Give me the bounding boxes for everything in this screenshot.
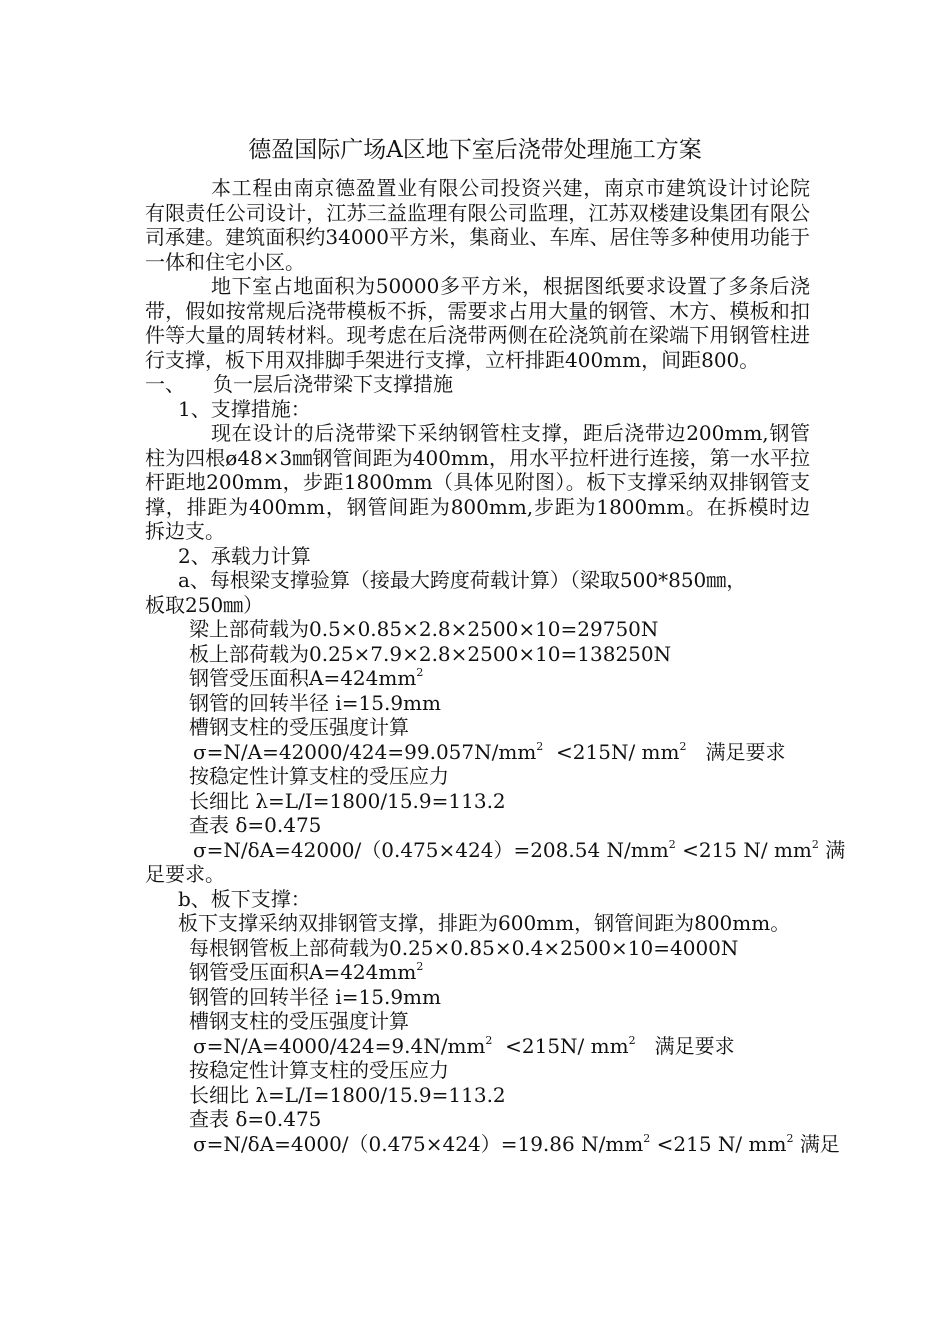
b-pipe-area-text: 钢管受压面积A=424mm (189, 960, 417, 984)
pipe-area-line (145, 666, 810, 691)
slab-load-line: 板上部荷载为0.25×7.9×2.8×2500×10=138250N (189, 641, 672, 666)
slenderness-line: 长细比 λ=L/I=1800/15.9=113.2 (189, 788, 506, 813)
b-stress-result: 满足要求 (654, 1033, 735, 1058)
b-slenderness-line: 长细比 λ=L/I=1800/15.9=113.2 (189, 1082, 506, 1107)
subsection-2-heading: 2、承载力计算 (178, 543, 311, 568)
stability-check-line (145, 837, 846, 863)
superscript: 2 (679, 739, 687, 753)
b-gyration-radius-line: 钢管的回转半径 i=15.9mm (189, 984, 441, 1009)
strength-calc-line: 槽钢支柱的受压强度计算 (189, 715, 409, 739)
b-stress-check-line (145, 1034, 810, 1059)
table-lookup-line: 查表 δ=0.475 (189, 813, 322, 837)
pipe-area-text: 钢管受压面积A=424mm (189, 666, 417, 690)
stress-limit: <215N/ mm (556, 739, 680, 764)
part-a-heading-line-2: 板取250㎜） (145, 592, 264, 617)
superscript: 2 (811, 837, 819, 851)
superscript: 2 (416, 960, 424, 974)
b-stability-formula: σ=N/δA=4000/（0.475×424）=19.86 N/mm (193, 1131, 644, 1156)
document-title: 德盈国际广场A区地下室后浇带处理施工方案 (248, 137, 702, 163)
section-1-heading (145, 372, 810, 397)
intro-paragraph-2: 地下室占地面积为50000多平方米，根据图纸要求设置了多条后浇带，假如按常规后浇带模板不拆，需要求占用大量的钢管、木方、模板和扣件等大量的周转材料。现考虑在后浇带两侧在砼浇筑前在梁端下用钢管柱进行支撑，板下用双排脚手架进行支撑，立杆排距400mm，间距800。 (145, 274, 810, 372)
superscript: 2 (416, 666, 424, 680)
stability-calc-line: 按稳定性计算支柱的受压应力 (189, 764, 449, 788)
document-body (145, 176, 846, 1156)
superscript: 2 (668, 837, 676, 851)
section-1-number: 一、 (145, 372, 185, 396)
b-slab-load-line: 每根钢管板上部荷载为0.25×0.85×0.4×2500×10=4000N (189, 935, 739, 960)
stress-formula: σ=N/A=42000/424=99.057N/mm (193, 739, 537, 764)
beam-load-line: 梁上部荷载为0.5×0.85×2.8×2500×10=29750N (189, 617, 659, 641)
gyration-radius-line: 钢管的回转半径 i=15.9mm (189, 690, 441, 715)
part-b-text: 板下支撑采纳双排钢管支撑，排距为600mm，钢管间距为800mm。 (178, 911, 791, 935)
subsection-1-text: 现在设计的后浇带梁下采纳钢管柱支撑，距后浇带边200mm,钢管柱为四根ø48×3㎜钢管间距为400mm，用水平拉杆进行连接，第一水平拉杆距地200mm，步距1800mm（具体见附图）。板下支撑采纳双排钢管支撑，排距为400mm，钢管间距为800mm,步距为1800mm。在拆模时边拆边支。 (145, 421, 810, 543)
section-1-title: 负一层后浇带梁下支撑措施 (213, 372, 453, 396)
superscript: 2 (643, 1131, 651, 1145)
b-pipe-area-line (145, 960, 810, 985)
stability-result-end: 足要求。 (145, 862, 225, 886)
part-a-heading-line-1: a、每根梁支撑验算（接最大跨度荷载计算）（梁取500*850㎜， (178, 568, 747, 592)
stability-formula: σ=N/δA=42000/（0.475×424）=208.54 N/mm (193, 837, 669, 862)
b-stability-check-line (145, 1131, 840, 1157)
stress-result: 满足要求 (705, 739, 786, 764)
b-stability-result: 满足 (799, 1131, 840, 1156)
superscript: 2 (786, 1131, 794, 1145)
stability-limit: <215 N/ mm (682, 837, 812, 862)
intro-paragraph-1: 本工程由南京德盈置业有限公司投资兴建，南京市建筑设计讨论院有限责任公司设计，江苏三益监理有限公司监理，江苏双楼建设集团有限公司承建。建筑面积约34000平方米，集商业、车库、居住等多种使用功能于一体和住宅小区。 (145, 176, 810, 274)
part-b-heading: b、板下支撑： (178, 886, 311, 911)
superscript: 2 (628, 1033, 636, 1047)
b-stability-limit: <215 N/ mm (656, 1131, 787, 1156)
subsection-1-heading: 1、支撑措施： (178, 396, 311, 421)
stability-result-start: 满 (825, 837, 846, 862)
b-strength-calc-line: 槽钢支柱的受压强度计算 (189, 1009, 409, 1033)
stress-check-line (145, 740, 810, 765)
b-stress-limit: <215N/ mm (505, 1033, 629, 1058)
superscript: 2 (536, 739, 544, 753)
b-stress-formula: σ=N/A=4000/424=9.4N/mm (193, 1033, 486, 1058)
superscript: 2 (485, 1033, 493, 1047)
b-table-lookup-line: 查表 δ=0.475 (189, 1107, 322, 1131)
b-stability-calc-line: 按稳定性计算支柱的受压应力 (189, 1058, 449, 1082)
